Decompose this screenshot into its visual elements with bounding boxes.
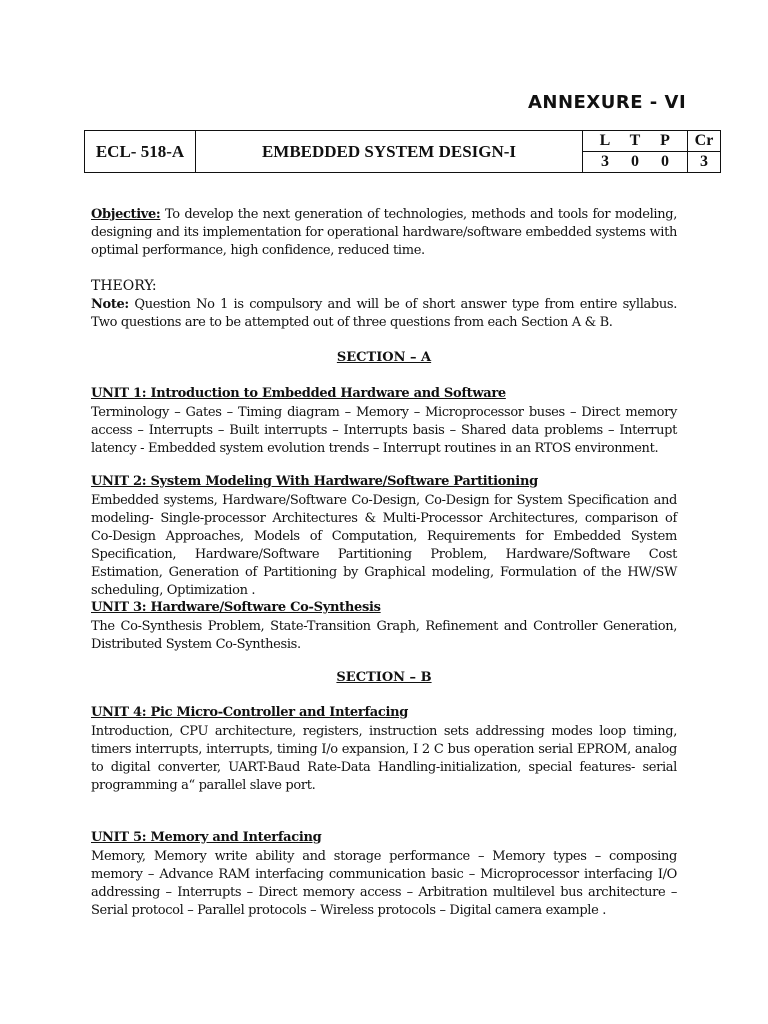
ltp-values bbox=[583, 152, 688, 173]
course-code: ECL- 518-A bbox=[85, 131, 196, 173]
ltp-header-l: L bbox=[599, 132, 611, 149]
unit-1-title: UNIT 1: Introduction to Embedded Hardware and Software bbox=[91, 386, 506, 401]
unit-3-text: The Co-Synthesis Problem, State-Transition Graph, Refinement and Controller Generation, Distributed System Co-Synthesis. bbox=[91, 619, 677, 652]
objective-label: Objective: bbox=[91, 207, 161, 222]
ltp-header-p: P bbox=[660, 132, 670, 149]
unit-1-text: Terminology – Gates – Timing diagram – Memory – Microprocessor buses – Direct memory access – Interrupts – Built interrupts – Interrupts basis – Shared data problems – Interrupt latency - Embedded system evolution trends – Interrupt routines in an RTOS environment. bbox=[91, 405, 677, 456]
unit-2-text: Embedded systems, Hardware/Software Co-Design, Co-Design for System Specification and modeling- Single-processor Architectures & Multi-Processor Architectures, comparison of Co-Design Approaches, Models of Computation, Requirements for Embedded System Specification, Hardware/Software Partitioning Problem, Hardware/Software Cost Estimation, Generation of Partitioning by Graphical modeling, Formulation of the HW/SW scheduling, Optimization . bbox=[91, 493, 677, 598]
course-header-table bbox=[84, 130, 721, 173]
unit-4-text: Introduction, CPU architecture, registers, instruction sets addressing modes loop timing, timers interrupts, interrupts, timing I/o expansion, I 2 C bus operation serial EPROM, analog to digital converter, UART-Baud Rate-Data Handling-initialization, special features- serial programming a“ parallel slave port. bbox=[91, 724, 677, 793]
unit-3-title: UNIT 3: Hardware/Software Co-Synthesis bbox=[91, 600, 381, 615]
cr-value: 3 bbox=[688, 152, 721, 173]
ltp-value-l: 3 bbox=[601, 153, 609, 170]
course-title: EMBEDDED SYSTEM DESIGN-I bbox=[196, 131, 583, 173]
cr-header: Cr bbox=[688, 131, 721, 152]
unit-4-title: UNIT 4: Pic Micro-Controller and Interfacing bbox=[91, 705, 409, 720]
annexure-heading: ANNEXURE - VI bbox=[528, 92, 687, 113]
unit-5-text: Memory, Memory write ability and storage performance – Memory types – composing memory – Advance RAM interfacing communication basic – Microprocessor interfacing I/O addressing – Interrupts – Direct memory access – Arbitration multilevel bus architecture – Serial protocol – Parallel protocols – Wireless protocols – Digital camera example . bbox=[91, 849, 677, 918]
unit-2-title: UNIT 2: System Modeling With Hardware/Software Partitioning bbox=[91, 474, 538, 489]
objective-text: To develop the next generation of technologies, methods and tools for modeling, designing and its implementation for operational hardware/software embedded systems with optimal performance, high confidence, reduced time. bbox=[91, 207, 677, 258]
note-text: Question No 1 is compulsory and will be of short answer type from entire syllabus. Two questions are to be attempted out of three questions from each Section A & B. bbox=[91, 297, 677, 330]
ltp-value-p: 0 bbox=[661, 153, 669, 170]
ltp-header bbox=[583, 131, 688, 152]
section-b-heading: SECTION – B bbox=[336, 670, 432, 685]
ltp-header-t: T bbox=[629, 132, 641, 149]
theory-heading: THEORY: bbox=[91, 278, 157, 294]
note-paragraph bbox=[91, 296, 677, 332]
ltp-value-t: 0 bbox=[631, 153, 639, 170]
unit-5-title: UNIT 5: Memory and Interfacing bbox=[91, 830, 322, 845]
section-a-heading: SECTION – A bbox=[336, 350, 432, 365]
note-label: Note: bbox=[91, 297, 129, 312]
objective-paragraph bbox=[91, 206, 677, 260]
